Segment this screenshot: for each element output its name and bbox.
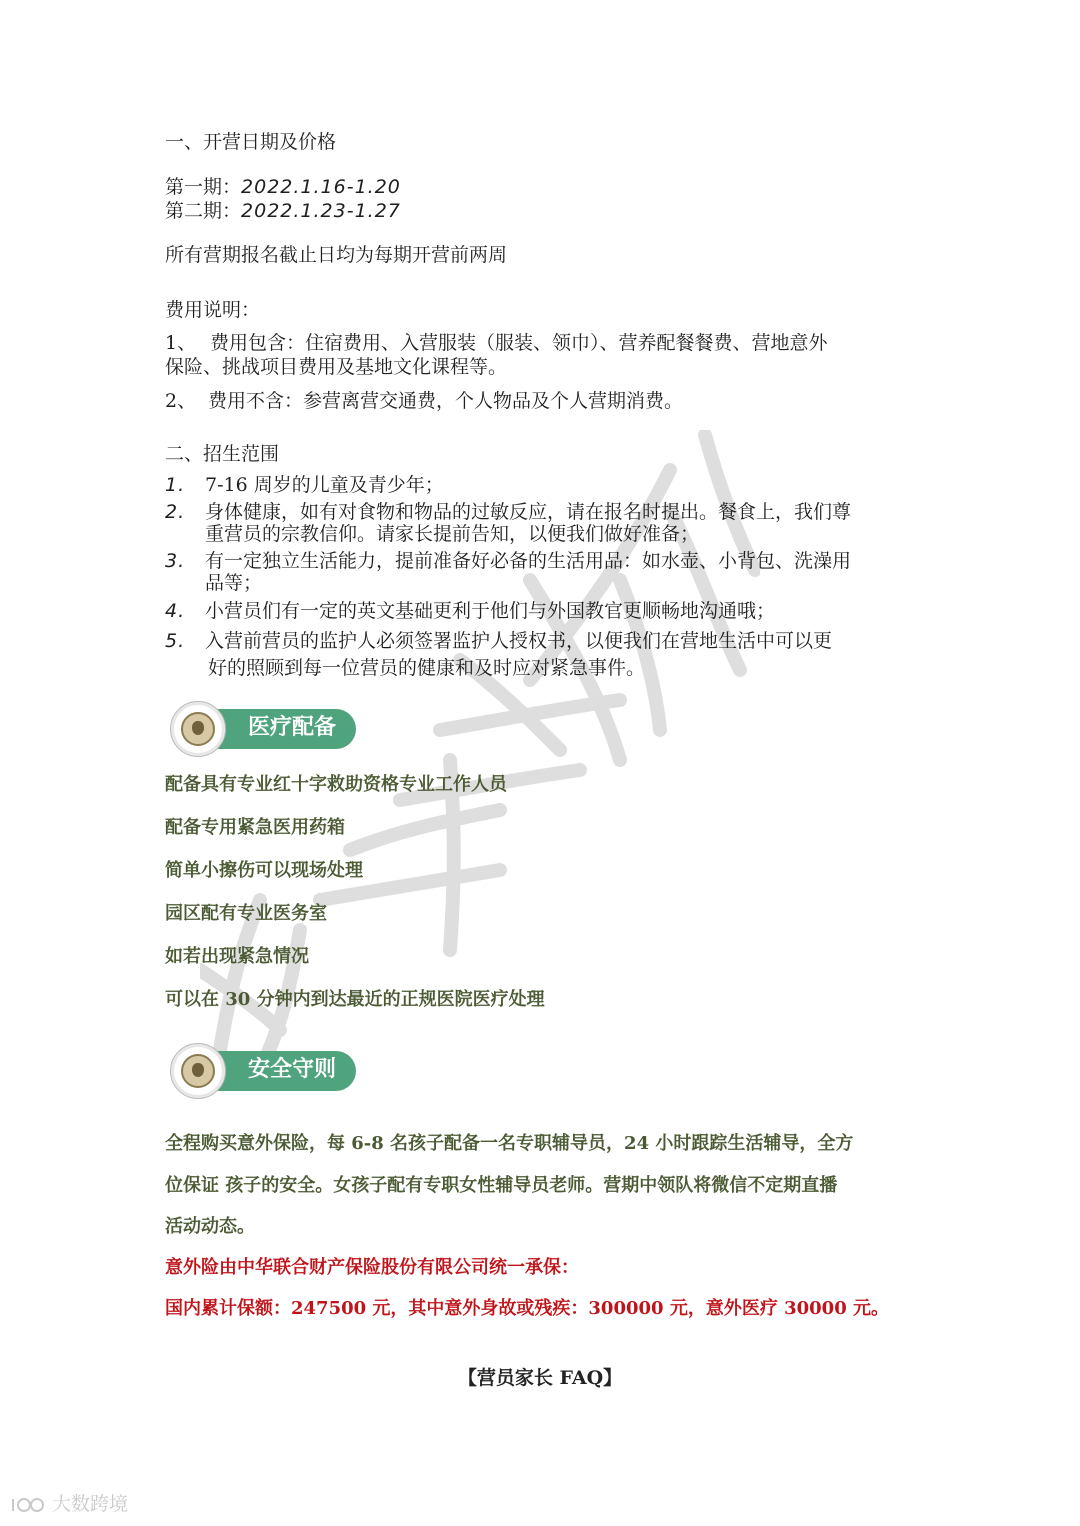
fee-item-number: 2、 bbox=[165, 390, 197, 412]
fees-heading: 费用说明： bbox=[165, 299, 261, 321]
fee-item-line: 费用不含：参营离营交通费，个人物品及个人营期消费。 bbox=[208, 390, 684, 412]
session1 bbox=[165, 175, 401, 199]
medical-badge bbox=[170, 701, 356, 757]
medical-line: 配备具有专业红十字救助资格专业工作人员 bbox=[165, 774, 507, 795]
coverage-line: 国内累计保额：247500 元，其中意外身故或残疾：300000 元，意外医疗 30000 元。 bbox=[165, 1298, 889, 1319]
session2-dates: 2022.1.23-1.27 bbox=[241, 200, 401, 222]
list-item: 7-16 周岁的儿童及青少年； bbox=[205, 474, 444, 496]
safety-badge bbox=[170, 1043, 356, 1099]
medical-line: 园区配有专业医务室 bbox=[165, 903, 327, 924]
medical-line: 如若出现紧急情况 bbox=[165, 946, 309, 967]
safety-paragraph-line: 活动动态。 bbox=[165, 1216, 255, 1237]
footer-logo bbox=[10, 1489, 128, 1516]
section1-heading: 一、开营日期及价格 bbox=[165, 131, 337, 153]
session1-dates: 2022.1.16-1.20 bbox=[241, 176, 401, 198]
list-item-number: 4. bbox=[165, 600, 186, 622]
faq-heading: 【营员家长 FAQ】 bbox=[457, 1367, 623, 1389]
section2-heading: 二、招生范围 bbox=[165, 443, 280, 465]
list-item-number: 2. bbox=[165, 501, 186, 523]
list-item: 好的照顾到每一位营员的健康和及时应对紧急事件。 bbox=[208, 657, 646, 679]
fee-item-line: 费用包含：住宿费用、入营服装（服装、领巾）、营养配餐餐费、营地意外 bbox=[210, 332, 828, 354]
list-item-number: 3. bbox=[165, 550, 186, 572]
list-item: 入营前营员的监护人必须签署监护人授权书，以便我们在营地生活中可以更 bbox=[205, 630, 833, 652]
lion-crest-icon bbox=[170, 701, 226, 757]
session2 bbox=[165, 199, 401, 223]
list-item: 小营员们有一定的英文基础更利于他们与外国教官更顺畅地沟通哦； bbox=[205, 600, 776, 622]
lion-crest-icon bbox=[170, 1043, 226, 1099]
medical-line: 可以在 30 分钟内到达最近的正规医院医疗处理 bbox=[165, 989, 545, 1010]
insurer-line: 意外险由中华联合财产保险股份有限公司统一承保： bbox=[165, 1257, 579, 1278]
fee-item-number: 1、 bbox=[165, 332, 197, 354]
list-item: 重营员的宗教信仰。请家长提前告知，以便我们做好准备； bbox=[205, 523, 700, 545]
safety-paragraph-line: 位保证 孩子的安全。女孩子配有专职女性辅导员老师。营期中领队将微信不定期直播 bbox=[165, 1175, 838, 1196]
list-item: 有一定独立生活能力，提前准备好必备的生活用品：如水壶、小背包、洗澡用 bbox=[205, 550, 852, 572]
footer-logo-text: 大数跨境 bbox=[52, 1493, 129, 1515]
session2-label: 第二期： bbox=[165, 200, 242, 222]
logo-icon bbox=[10, 1495, 46, 1515]
fee-item-line: 保险、挑战项目费用及基地文化课程等。 bbox=[165, 356, 508, 378]
deadline-note: 所有营期报名截止日均为每期开营前两周 bbox=[165, 244, 508, 266]
list-item-number: 1. bbox=[165, 474, 186, 496]
medical-badge-label: 医疗配备 bbox=[248, 715, 337, 740]
safety-paragraph-line: 全程购买意外保险，每 6-8 名孩子配备一名专职辅导员，24 小时跟踪生活辅导，全方 bbox=[165, 1133, 854, 1154]
list-item-number: 5. bbox=[165, 630, 186, 652]
safety-badge-label: 安全守则 bbox=[248, 1057, 337, 1082]
list-item: 身体健康，如有对食物和物品的过敏反应，请在报名时提出。餐食上，我们尊 bbox=[205, 501, 852, 523]
session1-label: 第一期： bbox=[165, 176, 242, 198]
medical-line: 配备专用紧急医用药箱 bbox=[165, 817, 345, 838]
list-item: 品等； bbox=[205, 572, 263, 594]
medical-line: 简单小擦伤可以现场处理 bbox=[165, 860, 363, 881]
